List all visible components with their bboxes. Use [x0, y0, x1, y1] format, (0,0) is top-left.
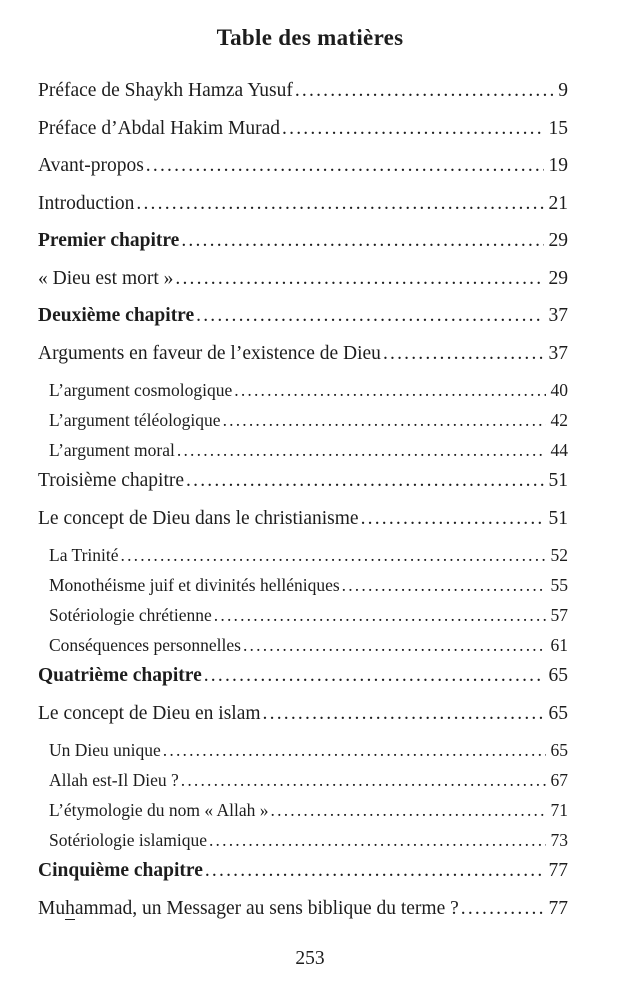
toc-row [38, 118, 568, 156]
toc-entry-label: Troisième chapitre [38, 470, 185, 491]
toc-row [38, 380, 568, 410]
toc-entry-page: 29 [548, 230, 568, 251]
toc-row [38, 155, 568, 193]
toc-entry-page: 57 [550, 605, 568, 625]
dot-leader [204, 665, 544, 687]
dot-leader [263, 703, 544, 725]
toc-row [38, 80, 568, 118]
toc-entry-label: Préface de Shaykh Hamza Yusuf [38, 80, 293, 101]
toc-row [38, 860, 568, 898]
toc-entry-label: Muhammad, un Messager au sens biblique du terme ? [38, 897, 459, 919]
toc-entry-page: 71 [550, 800, 568, 820]
toc-entry-label: « Dieu est mort » [38, 267, 174, 289]
toc-entry-label: L’étymologie du nom « Allah » [49, 800, 269, 820]
toc-entry-page: 21 [548, 192, 568, 214]
dot-leader [205, 860, 544, 882]
toc-row [38, 800, 568, 830]
toc-entry-page: 15 [548, 117, 568, 139]
toc-entry-label: Préface d’Abdal Hakim Murad [38, 117, 281, 139]
toc-entry-page: 55 [550, 575, 568, 595]
toc-row [38, 343, 568, 381]
toc-row [38, 193, 568, 231]
toc-entry-label: L’argument téléologique [49, 410, 221, 430]
dot-leader [181, 770, 546, 791]
toc-row [38, 635, 568, 665]
dot-leader [342, 575, 546, 596]
dot-leader [295, 80, 553, 102]
toc-row [38, 410, 568, 440]
toc-row [38, 605, 568, 635]
toc-entry-page: 51 [548, 507, 568, 529]
dot-leader [186, 470, 543, 492]
toc-row [38, 268, 568, 306]
toc-entry-page: 77 [548, 860, 568, 881]
toc-entry-label: Introduction [38, 192, 135, 214]
toc-row [38, 703, 568, 741]
toc-entry-page: 67 [550, 770, 568, 790]
dot-leader [243, 635, 546, 656]
toc-entry-label: Monothéisme juif et divinités helléniques [49, 575, 340, 595]
toc-row [38, 665, 568, 703]
dot-leader [121, 545, 546, 566]
dot-leader [146, 155, 544, 177]
toc-entry-label: Le concept de Dieu en islam [38, 702, 261, 724]
toc-entry-page: 19 [548, 155, 568, 176]
toc-entry-page: 52 [550, 545, 568, 565]
dot-leader [175, 268, 543, 290]
toc-entry-page: 51 [548, 470, 568, 491]
toc-row [38, 575, 568, 605]
toc-entry-page: 37 [548, 342, 568, 364]
toc-row [38, 898, 568, 936]
dot-leader [136, 193, 543, 215]
toc-entry-label: Sotériologie islamique [49, 830, 207, 850]
toc-entry-page: 42 [550, 410, 568, 430]
dot-leader [461, 898, 544, 920]
toc-entry-page: 37 [548, 305, 568, 326]
toc-entry-label: Le concept de Dieu dans le christianisme [38, 507, 359, 529]
dot-leader [214, 605, 546, 626]
toc-entry-label: Premier chapitre [38, 230, 180, 251]
toc-entry-page: 65 [550, 740, 568, 760]
toc-entry-page: 44 [550, 440, 568, 460]
toc-entry-page: 40 [550, 380, 568, 400]
toc-entry-label: Avant-propos [38, 155, 144, 176]
dot-leader [361, 508, 544, 530]
toc-entry-label: Un Dieu unique [49, 740, 161, 760]
toc-entry-page: 61 [550, 635, 568, 655]
dot-leader [271, 800, 546, 821]
toc-row [38, 740, 568, 770]
dot-leader [163, 740, 546, 761]
toc-row [38, 830, 568, 860]
toc-row [38, 305, 568, 343]
toc-entry-page: 65 [548, 665, 568, 686]
toc-row [38, 508, 568, 546]
toc-entry-label: Cinquième chapitre [38, 860, 203, 881]
toc-row [38, 545, 568, 575]
toc-entry-page: 65 [548, 702, 568, 724]
toc-row [38, 230, 568, 268]
dot-leader [196, 305, 543, 327]
toc-list [0, 80, 620, 935]
toc-entry-label: Sotériologie chrétienne [49, 605, 212, 625]
page-title: Table des matières [216, 25, 404, 50]
dot-leader [234, 380, 545, 401]
toc-row [38, 470, 568, 508]
dot-leader [282, 118, 543, 140]
dot-leader [223, 410, 546, 431]
toc-entry-label: Deuxième chapitre [38, 305, 195, 326]
toc-entry-page: 9 [558, 80, 568, 101]
toc-row [38, 440, 568, 470]
toc-row [38, 770, 568, 800]
toc-entry-label: La Trinité [49, 545, 119, 565]
folio-page-number: 253 [295, 948, 325, 969]
toc-entry-label: Conséquences personnelles [49, 635, 241, 655]
toc-entry-page: 77 [548, 897, 568, 919]
toc-entry-page: 29 [548, 267, 568, 289]
toc-entry-label: Allah est-Il Dieu ? [49, 770, 179, 790]
toc-entry-page: 73 [550, 830, 568, 850]
dot-leader [209, 830, 546, 851]
dot-leader [383, 343, 544, 365]
toc-entry-label: L’argument cosmologique [49, 380, 233, 400]
dot-leader [181, 230, 543, 252]
toc-entry-label: Arguments en faveur de l’existence de Dieu [38, 342, 381, 364]
dot-leader [177, 440, 546, 461]
toc-entry-label: L’argument moral [49, 440, 175, 460]
toc-entry-label: Quatrième chapitre [38, 665, 202, 686]
